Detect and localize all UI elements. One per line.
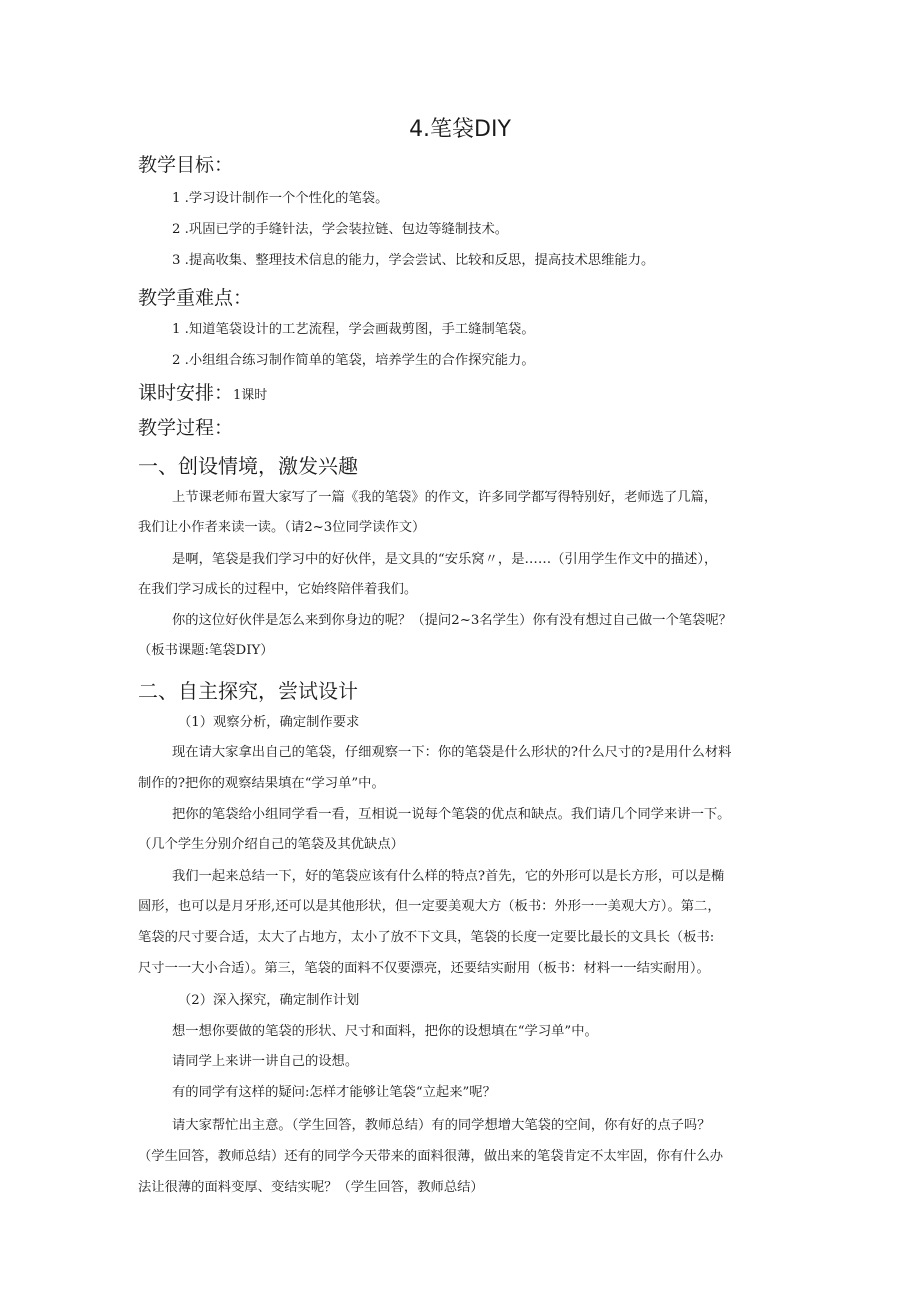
keypoint-item: 2 .小组组合练习制作简单的笔袋，培养学生的合作探究能力。 <box>172 353 535 368</box>
paragraph-line: 我们一起来总结一下，好的笔袋应该有什么样的特点?首先，它的外形可以是长方形，可以是椭 <box>172 869 725 884</box>
section-1-title: 一、创设情境，激发兴趣 <box>138 454 358 478</box>
paragraph-line: 制作的?把你的观察结果填在“学习单”中。 <box>138 776 385 791</box>
paragraph-line: 笔袋的尺寸要合适，太大了占地方，太小了放不下文具，笔袋的长度一定要比最长的文具长（板书: <box>138 930 715 945</box>
paragraph-line: 现在请大家拿出自己的笔袋，仔细观察一下：你的笔袋是什么形状的?什么尺寸的?是用什么材料 <box>172 745 732 760</box>
section-2-title: 二、自主探究，尝试设计 <box>138 679 358 703</box>
paragraph-line: 你的这位好伙伴是怎么来到你身边的呢？（提问2~3名学生）你有没有想过自己做一个笔袋呢？ <box>172 613 732 628</box>
goal-item: 2 .巩固已学的手缝针法，学会装拉链、包边等缝制技术。 <box>172 222 509 237</box>
paragraph-line: 有的同学有这样的疑问:怎样才能够让笔袋“立起来”呢？ <box>172 1085 496 1100</box>
paragraph-line: 想一想你要做的笔袋的形状、尺寸和面料，把你的设想填在“学习单”中。 <box>172 1024 598 1039</box>
heading-schedule <box>138 378 267 405</box>
heading-keypoints: 教学重难点： <box>138 287 253 309</box>
paragraph-line: 把你的笔袋给小组同学看一看，互相说一说每个笔袋的优点和缺点。我们请几个同学来讲一下。 <box>172 807 731 822</box>
subsection-title: （1）观察分析，确定制作要求 <box>178 715 360 730</box>
paragraph-line: 圆形，也可以是月牙形,还可以是其他形状，但一定要美观大方（板书：外形一一美观大方）。第二， <box>138 899 721 914</box>
subsection-title: （2）深入探究，确定制作计划 <box>178 993 360 1008</box>
heading-goals: 教学目标： <box>138 154 234 176</box>
goal-item: 3 .提高收集、整理技术信息的能力，学会尝试、比较和反思，提高技术思维能力。 <box>172 253 655 268</box>
goal-item: 1 .学习设计制作一个个性化的笔袋。 <box>172 191 389 206</box>
paragraph-line: 在我们学习成长的过程中，它始终陪伴着我们。 <box>138 582 418 597</box>
paragraph-line: （学生回答，教师总结）还有的同学今天带来的面料很薄，做出来的笔袋肯定不太牢固，你有什么办 <box>138 1149 724 1164</box>
keypoint-item: 1 .知道笔袋设计的工艺流程，学会画裁剪图，手工缝制笔袋。 <box>172 322 535 337</box>
paragraph-line: 请大家帮忙出主意。（学生回答，教师总结）有的同学想增大笔袋的空间，你有好的点子吗？ <box>172 1118 711 1133</box>
heading-process: 教学过程： <box>138 417 234 439</box>
paragraph-line: 我们让小作者来读一读。（请2~3位同学读作文） <box>138 520 426 535</box>
paragraph-line: 上节课老师布置大家写了一篇《我的笔袋》的作文，许多同学都写得特别好，老师选了几篇， <box>172 490 718 505</box>
paragraph-line: （几个学生分别介绍自己的笔袋及其优缺点） <box>138 837 404 852</box>
schedule-label: 课时安排： <box>138 382 234 404</box>
paragraph-line: 请同学上来讲一讲自己的设想。 <box>172 1054 359 1069</box>
schedule-value: 1课时 <box>233 388 268 403</box>
paragraph-line: 尺寸一一大小合适）。第三，笔袋的面料不仅要漂亮，还要结实耐用（板书：材料一一结实耐用）。 <box>138 961 710 976</box>
paragraph-line: 法让很薄的面料变厚、变结实呢？（学生回答，教师总结） <box>138 1180 484 1195</box>
paragraph-line: 是啊，笔袋是我们学习中的好伙伴，是文具的“安乐窝〃，是……（引用学生作文中的描述）， <box>172 552 718 567</box>
paragraph-line: （板书课题:笔袋DIY） <box>138 643 274 658</box>
document-title: 4.笔袋DIY <box>409 117 511 142</box>
